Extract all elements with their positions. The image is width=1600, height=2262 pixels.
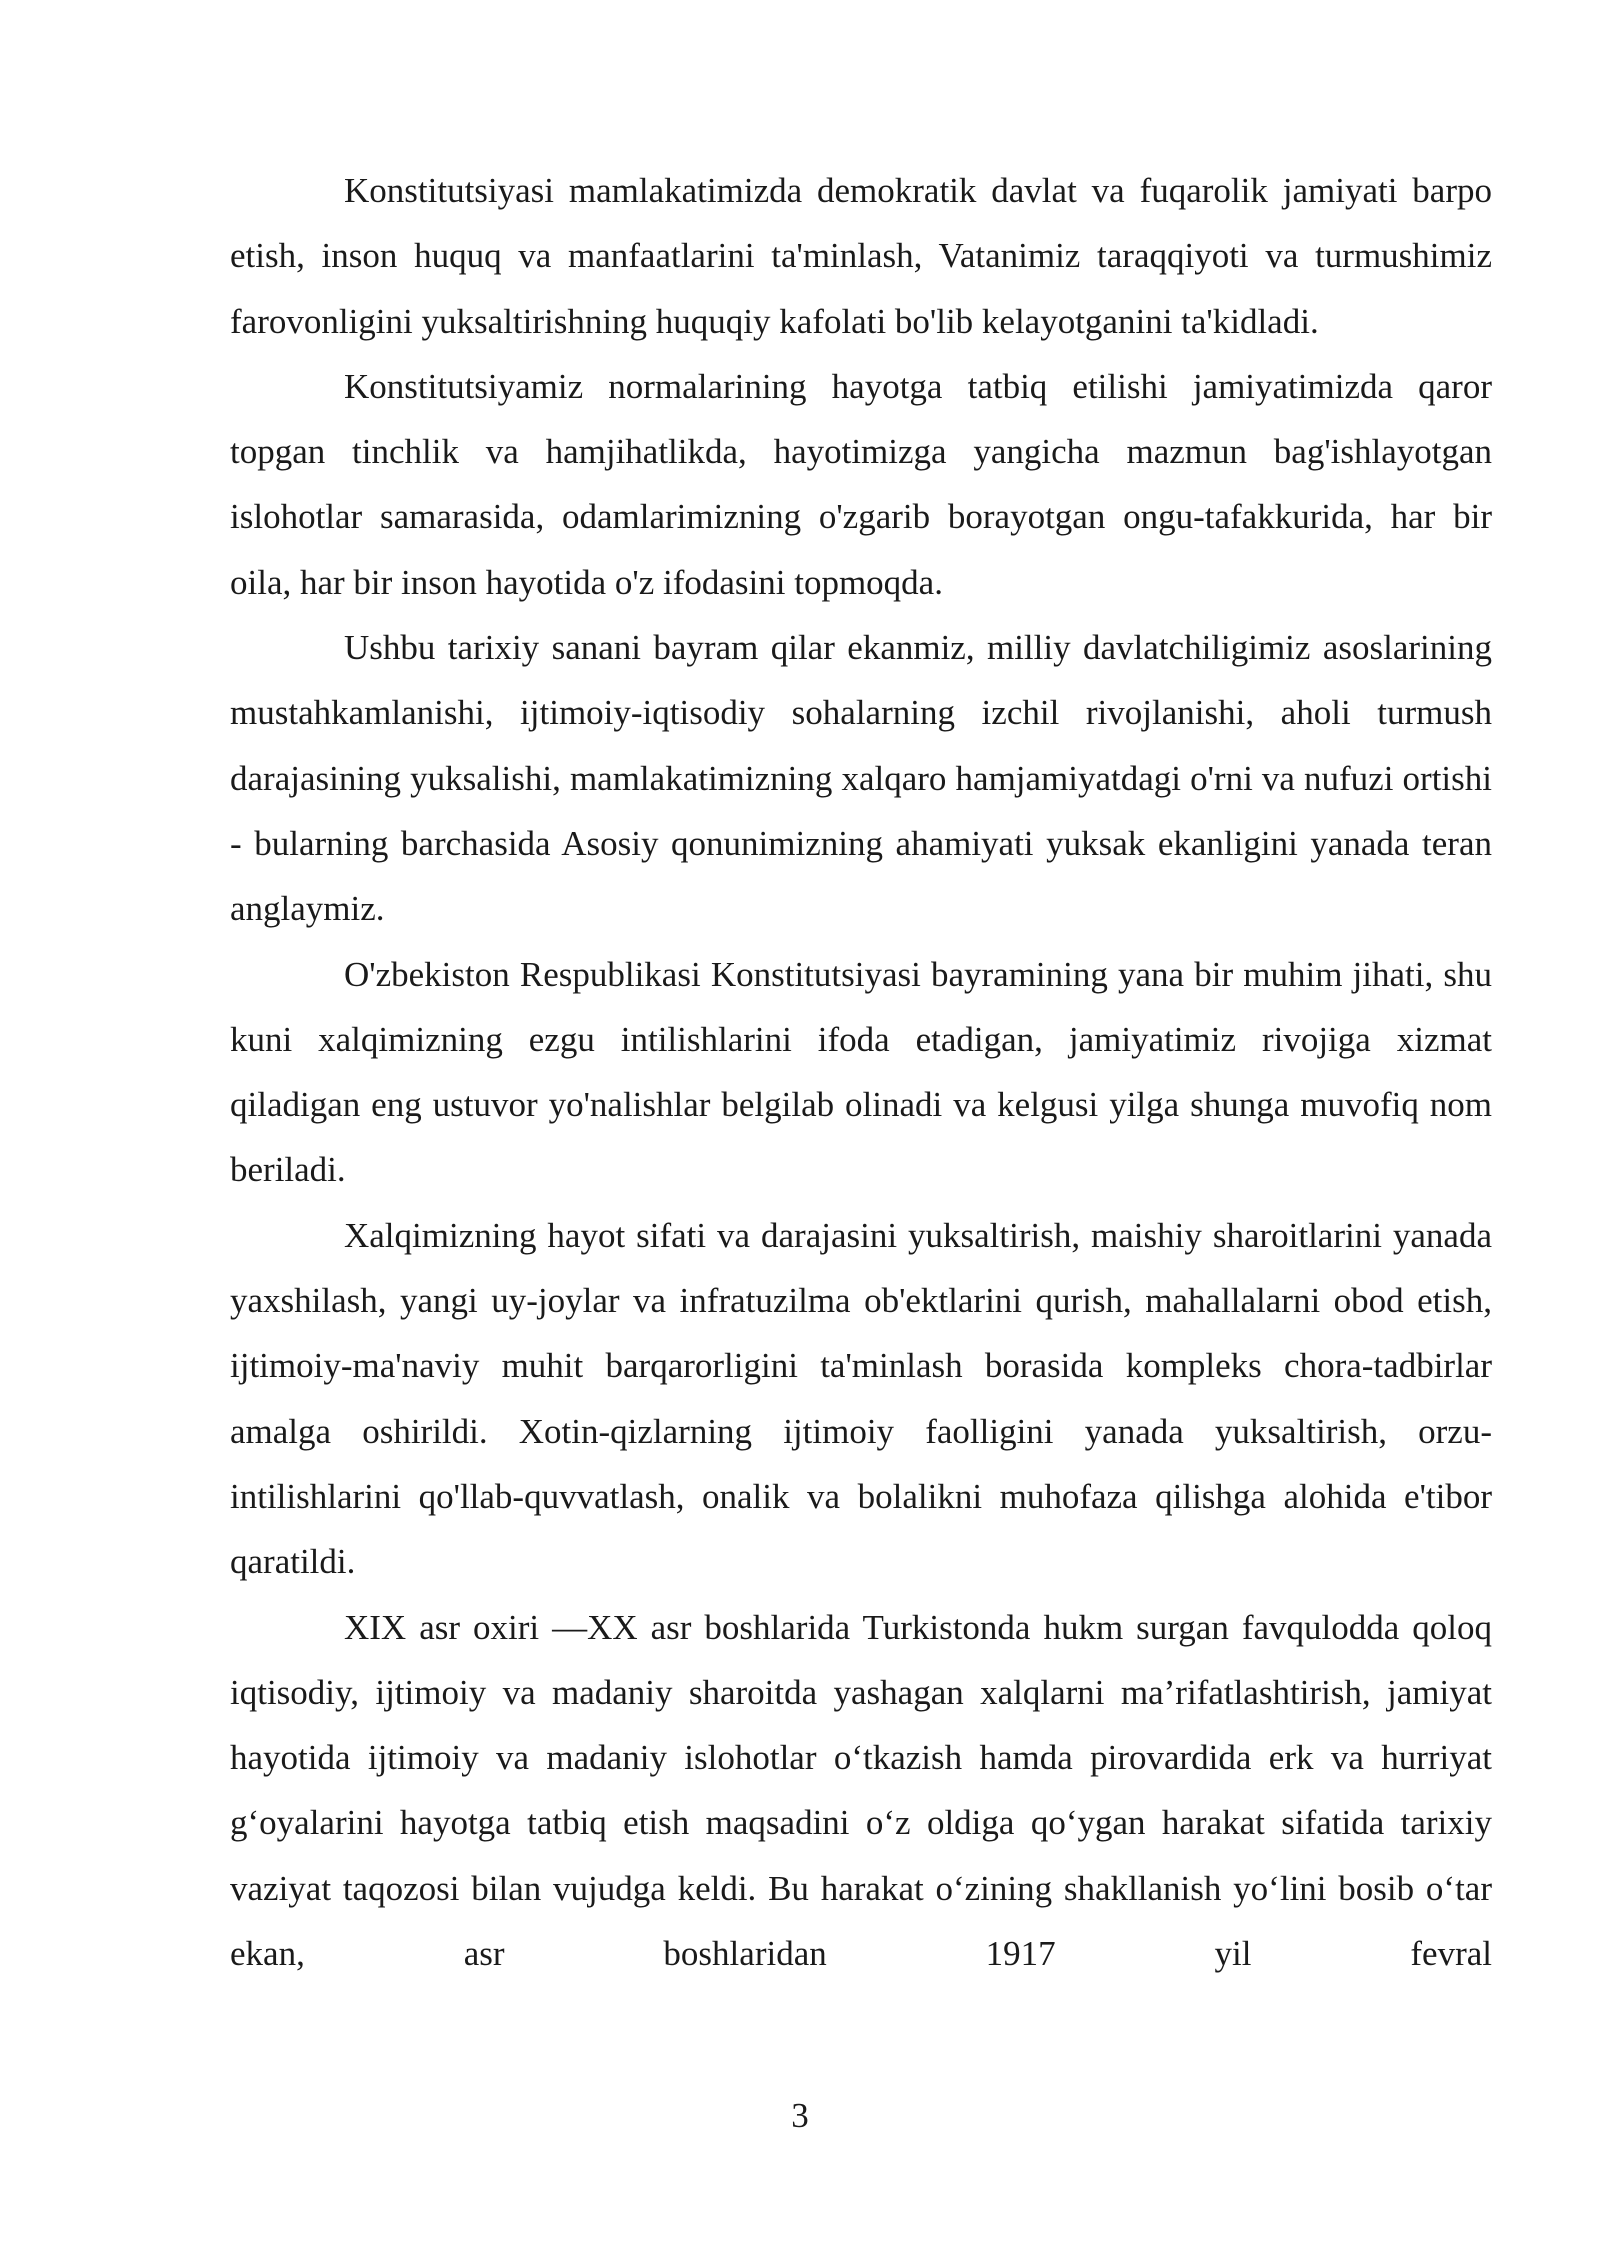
paragraph: Konstitutsiyasi mamlakatimizda demokratik davlat va fuqarolik jamiyati barpo etish, inson huquq va manfaatlarini ta'minlash, Vatanimiz taraqqiyoti va turmushimiz farovonligini yuksaltirishning huquqiy kafolati bo'lib kelayotganini ta'kidladi. [230,171,1492,341]
paragraph: Xalqimizning hayot sifati va darajasini yuksaltirish, maishiy sharoitlarini yanada yaxshilash, yangi uy-joylar va infratuzilma ob'ektlarini qurish, mahallalarni obod etish, ijtimoiy-ma'naviy muhit barqarorligini ta'minlash borasida kompleks chora-tadbirlar amalga oshirildi. Xotin-qizlarning ijtimoiy faolligini yanada yuksaltirish, orzu-intilishlarini qo'llab-quvvatlash, onalik va bolalikni muhofaza qilishga alohida e'tibor qaratildi. [230,1215,1492,1582]
document-body [230,158,1492,1986]
paragraph: Ushbu tarixiy sanani bayram qilar ekanmiz, milliy davlatchiligimiz asoslarining mustahkamlanishi, ijtimoiy-iqtisodiy sohalarning izchil rivojlanishi, aholi turmush darajasining yuksalishi, mamlakatimizning xalqaro hamjamiyatdagi o'rni va nufuzi ortishi - bularning barchasida Asosiy qonunimizning ahamiyati yuksak ekanligini yanada teran anglaymiz. [230,628,1492,929]
paragraph: Konstitutsiyamiz normalarining hayotga tatbiq etilishi jamiyatimizda qaror topgan tinchlik va hamjihatlikda, hayotimizga yangicha mazmun bag'ishlayotgan islohotlar samarasida, odamlarimizning o'zgarib borayotgan ongu-tafakkurida, har bir oila, har bir inson hayotida o'z ifodasini topmoqda. [230,366,1492,602]
page-number: 3 [791,2096,809,2135]
paragraph: O'zbekiston Respublikasi Konstitutsiyasi bayramining yana bir muhim jihati, shu kuni xalqimizning ezgu intilishlarini ifoda etadigan, jamiyatimiz rivojiga xizmat qiladigan eng ustuvor yo'nalishlar belgilab olinadi va kelgusi yilga shunga muvofiq nom beriladi. [230,954,1492,1190]
paragraph-last: XIX asr oxiri —XX asr boshlarida Turkistonda hukm surgan favqulodda qoloq iqtisodiy, ijtimoiy va madaniy sharoitda yashagan xalqlarni ma’rifatlashtirish, jamiyat hayotida ijtimoiy va madaniy islohotlar o‘tkazish hamda pirovardida erk va hurriyat g‘oyalarini hayotga tatbiq etish maqsadini o‘z oldiga qo‘ygan harakat sifatida tarixiy vaziyat taqozosi bilan vujudga keldi. Bu harakat o‘zining shakllanish yo‘lini bosib o‘tar ekan, asr boshlaridan 1917 yil fevral [230,1607,1492,1974]
